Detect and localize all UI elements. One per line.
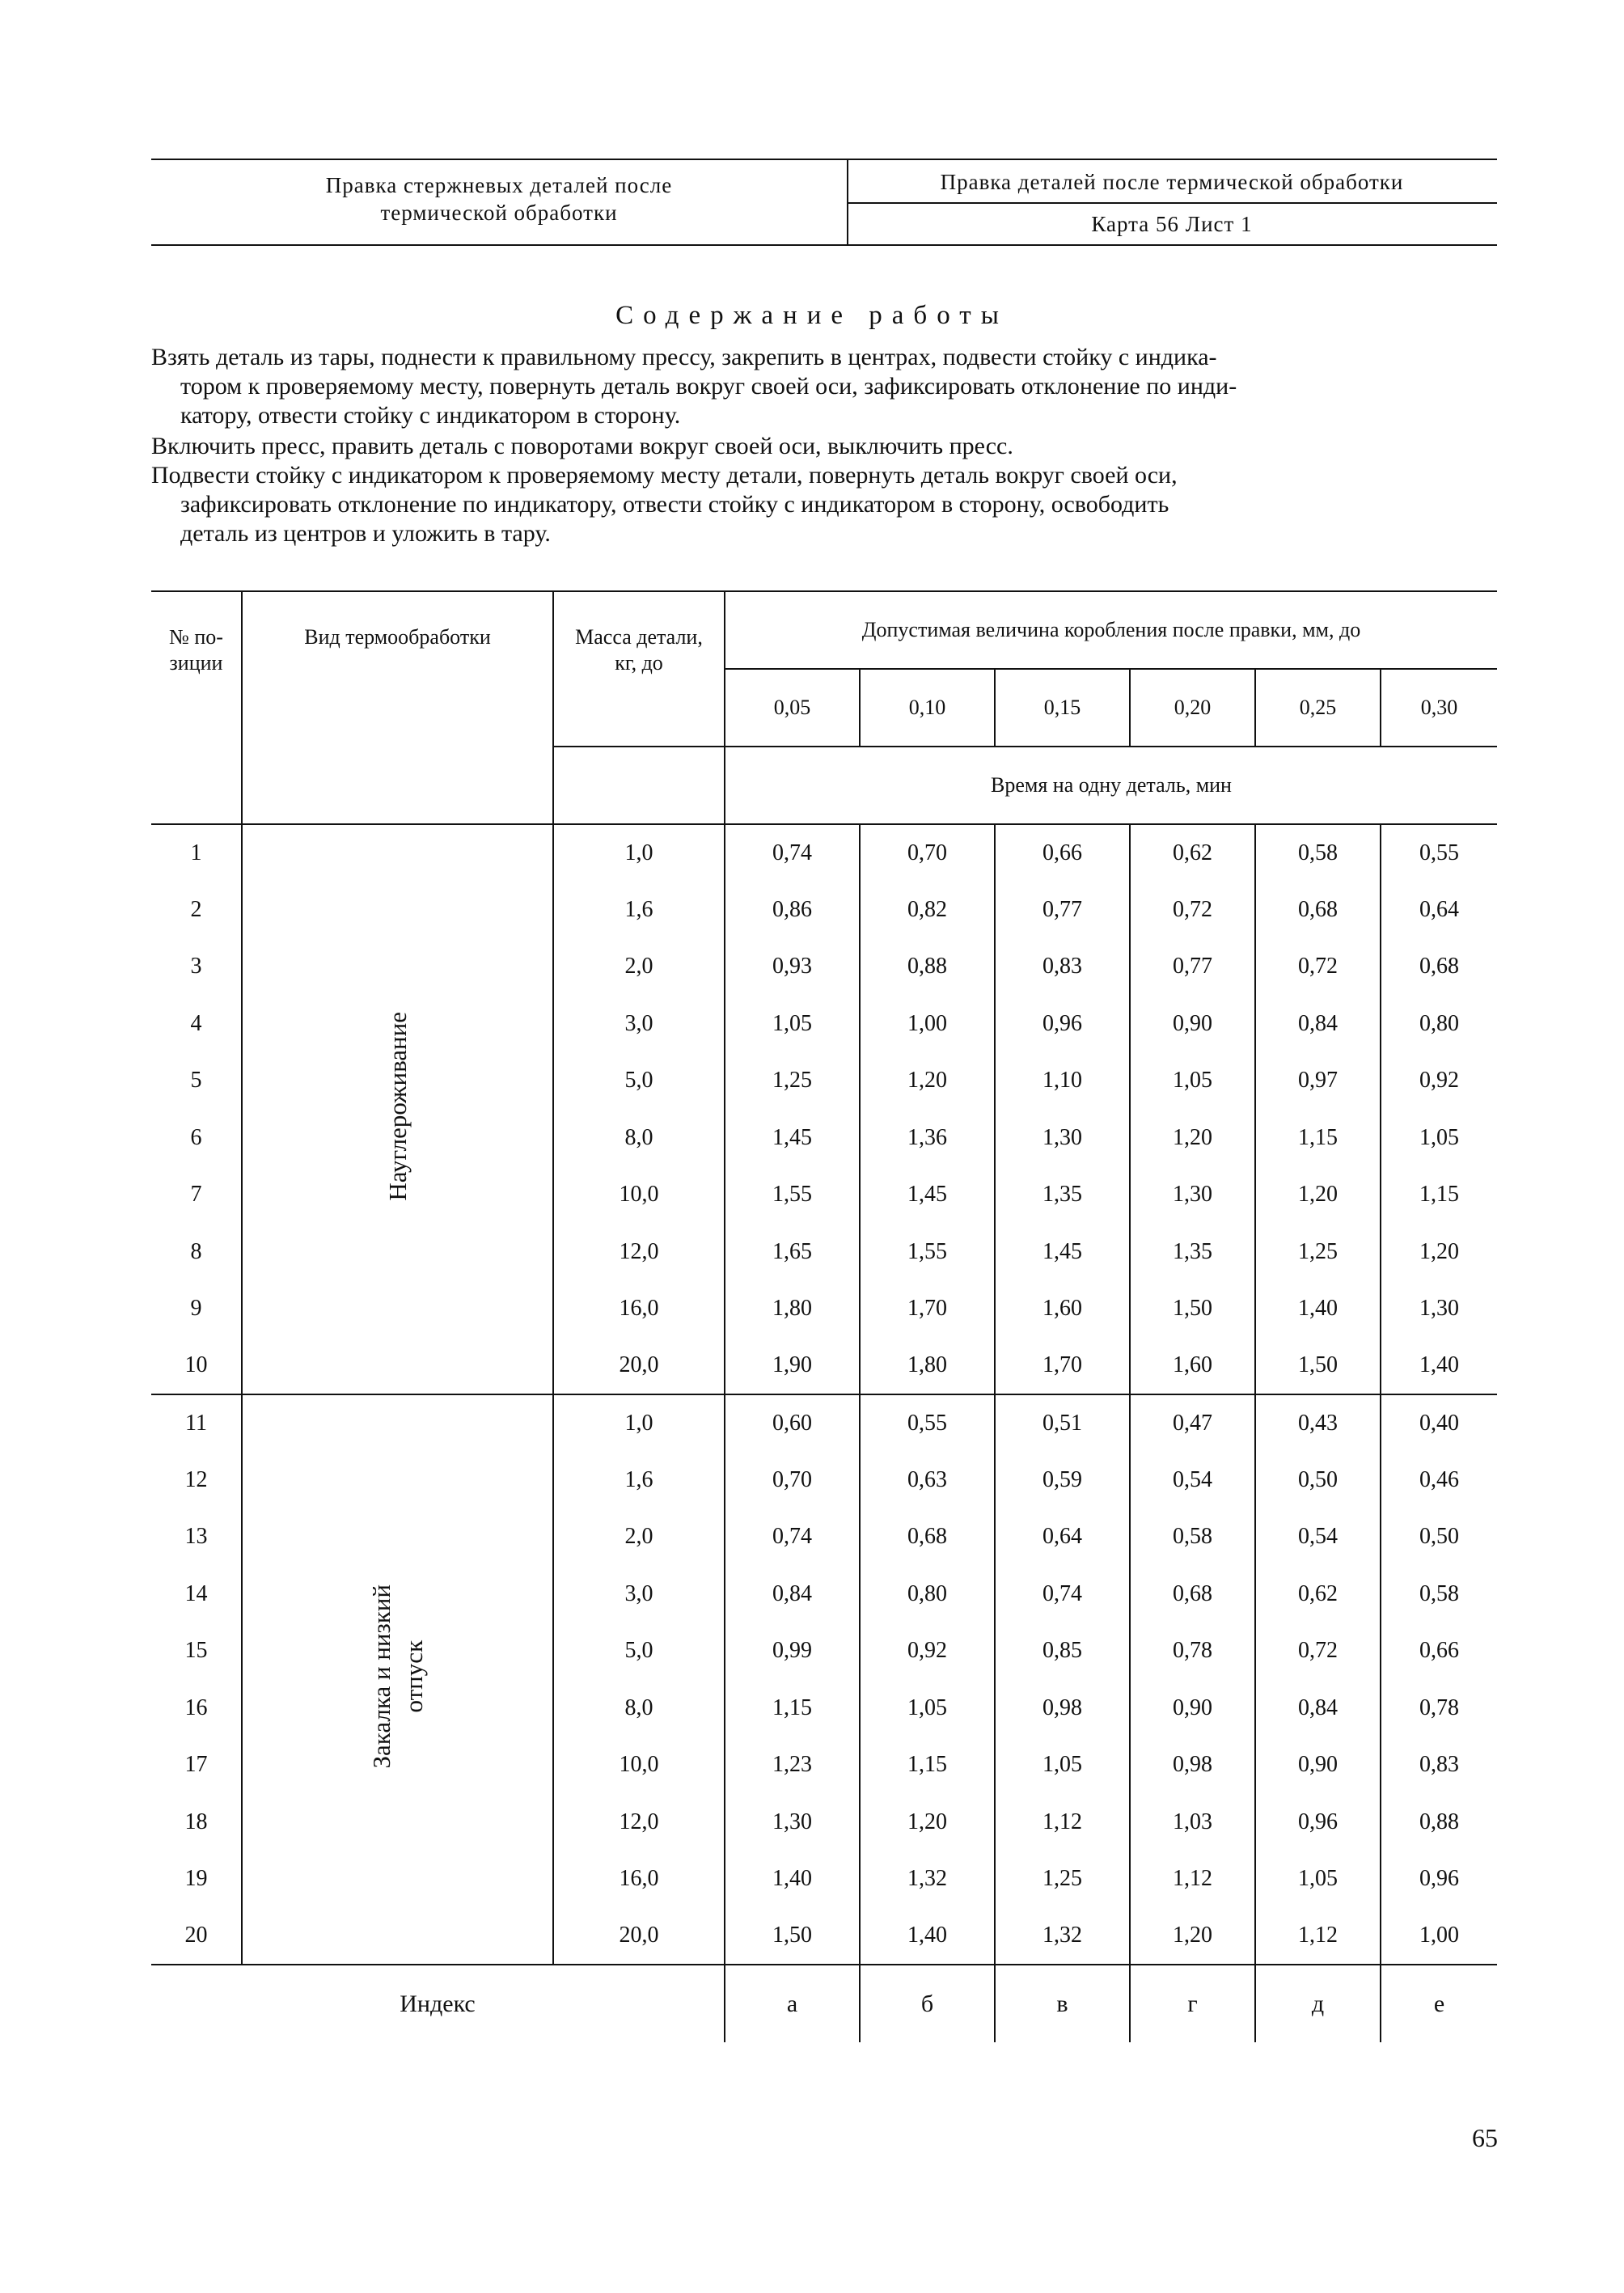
index-row [151, 1965, 1497, 2042]
time-value: 0,74 [725, 824, 860, 882]
time-value: 0,90 [1255, 1737, 1381, 1794]
time-value: 0,84 [1255, 1680, 1381, 1737]
time-value: 0,55 [860, 1394, 995, 1452]
position-number: 12 [184, 1466, 208, 1492]
position-number: 11 [185, 1410, 207, 1436]
time-value: 0,68 [1381, 938, 1497, 996]
time-value: 0,62 [1255, 1566, 1381, 1623]
position-number: 16 [184, 1694, 208, 1720]
index-value: б [860, 1965, 995, 2042]
time-value: 1,20 [1381, 1224, 1497, 1281]
header-left [151, 171, 847, 226]
position-number: 17 [184, 1752, 208, 1778]
time-value: 0,74 [725, 1508, 860, 1566]
column-header-mass [553, 591, 725, 747]
time-value: 0,50 [1381, 1508, 1497, 1566]
time-value: 1,50 [1255, 1338, 1381, 1395]
time-value: 1,20 [860, 1052, 995, 1110]
time-value: 0,59 [995, 1452, 1130, 1509]
mass-header-blank [553, 747, 725, 824]
time-value: 0,62 [1130, 824, 1255, 882]
paragraph-3-line3: деталь из центров и уложить в тару. [180, 520, 551, 547]
time-value: 1,15 [860, 1737, 995, 1794]
time-value: 0,68 [860, 1508, 995, 1566]
table-row [151, 824, 1497, 882]
time-value: 0,66 [995, 824, 1130, 882]
treatment-type-line1: Науглероживание [383, 1011, 412, 1201]
time-value: 1,65 [725, 1224, 860, 1281]
treatment-type [242, 824, 553, 1394]
position-number: 1 [190, 840, 202, 865]
page-number: 65 [1472, 2123, 1498, 2152]
time-value: 0,58 [1381, 1566, 1497, 1623]
time-value: 0,90 [1130, 996, 1255, 1053]
paragraph-3 [151, 461, 1497, 548]
index-value: е [1381, 1965, 1497, 2042]
time-value: 1,45 [860, 1166, 995, 1224]
time-value: 1,50 [1130, 1280, 1255, 1338]
time-value: 0,96 [995, 996, 1130, 1053]
time-value: 1,32 [995, 1908, 1130, 1965]
time-value: 0,54 [1255, 1508, 1381, 1566]
time-value: 1,20 [1130, 1908, 1255, 1965]
time-value: 0,90 [1130, 1680, 1255, 1737]
time-value: 1,55 [860, 1224, 995, 1281]
time-value: 1,05 [1130, 1052, 1255, 1110]
time-value: 0,88 [1381, 1794, 1497, 1851]
time-value: 0,85 [995, 1622, 1130, 1680]
position-number: 3 [190, 954, 202, 979]
time-value: 0,46 [1381, 1452, 1497, 1509]
index-value: в [995, 1965, 1130, 2042]
time-value: 1,20 [1130, 1110, 1255, 1167]
time-value: 0,80 [1381, 996, 1497, 1053]
time-value: 0,63 [860, 1452, 995, 1509]
time-value: 1,40 [1255, 1280, 1381, 1338]
time-value: 0,72 [1130, 882, 1255, 939]
column-header-position [151, 591, 242, 824]
time-value: 0,68 [1130, 1566, 1255, 1623]
time-value: 0,88 [860, 938, 995, 996]
paragraph-3-line2: зафиксировать отклонение по индикатору, отвести стойку с индикатором в сторону, освободить [180, 491, 1169, 518]
time-value: 1,55 [725, 1166, 860, 1224]
time-value: 1,30 [1381, 1280, 1497, 1338]
time-value: 0,99 [725, 1622, 860, 1680]
position-number: 7 [190, 1182, 202, 1208]
time-value: 1,35 [1130, 1224, 1255, 1281]
time-value: 1,12 [1255, 1908, 1381, 1965]
part-mass: 2,0 [553, 1508, 725, 1566]
time-value: 0,77 [1130, 938, 1255, 996]
time-value: 0,72 [1255, 938, 1381, 996]
time-value: 0,47 [1130, 1394, 1255, 1452]
time-value: 0,64 [1381, 882, 1497, 939]
time-norms-table [151, 590, 1497, 2042]
time-value: 1,15 [1255, 1110, 1381, 1167]
time-value: 1,25 [1255, 1224, 1381, 1281]
time-value: 1,30 [995, 1110, 1130, 1167]
time-value: 0,97 [1255, 1052, 1381, 1110]
part-mass: 16,0 [553, 1851, 725, 1908]
part-mass: 1,0 [553, 1394, 725, 1452]
time-value: 1,15 [1381, 1166, 1497, 1224]
time-value: 1,20 [1255, 1166, 1381, 1224]
index-label: Индекс [400, 1990, 476, 2017]
part-mass: 12,0 [553, 1224, 725, 1281]
time-value: 1,05 [995, 1737, 1130, 1794]
time-value: 0,83 [1381, 1737, 1497, 1794]
warp-value-header: 0,20 [1130, 669, 1255, 747]
time-value: 0,83 [995, 938, 1130, 996]
part-mass: 3,0 [553, 1566, 725, 1623]
time-value: 1,00 [860, 996, 995, 1053]
part-mass: 5,0 [553, 1622, 725, 1680]
time-value: 0,84 [1255, 996, 1381, 1053]
part-mass: 20,0 [553, 1908, 725, 1965]
position-number: 19 [184, 1866, 208, 1892]
index-value: г [1130, 1965, 1255, 2042]
time-value: 0,70 [725, 1452, 860, 1509]
time-value: 1,35 [995, 1166, 1130, 1224]
paragraph-1-line2: тором к проверяемому месту, повернуть деталь вокруг своей оси, зафиксировать отклонение по инди- [180, 373, 1237, 400]
part-mass: 5,0 [553, 1052, 725, 1110]
time-value: 1,20 [860, 1794, 995, 1851]
position-number: 9 [190, 1296, 202, 1322]
time-value: 1,05 [860, 1680, 995, 1737]
treatment-type-line2: отпуск [399, 1639, 428, 1713]
time-value: 1,15 [725, 1680, 860, 1737]
paragraph-2-line1: Включить пресс, править деталь с поворотами вокруг своей оси, выключить пресс. [151, 433, 1013, 459]
column-header-position-l1: № по- [169, 625, 223, 649]
treatment-type [242, 1394, 553, 1965]
time-value: 1,80 [860, 1338, 995, 1395]
part-mass: 1,6 [553, 882, 725, 939]
time-value: 0,72 [1255, 1622, 1381, 1680]
part-mass: 8,0 [553, 1110, 725, 1167]
time-value: 0,58 [1255, 824, 1381, 882]
time-value: 1,90 [725, 1338, 860, 1395]
part-mass: 1,6 [553, 1452, 725, 1509]
part-mass: 10,0 [553, 1166, 725, 1224]
time-value: 1,25 [725, 1052, 860, 1110]
position-number: 8 [190, 1238, 202, 1264]
warp-value-header: 0,05 [725, 669, 860, 747]
treatment-type-line1: Закалка и низкий [366, 1584, 395, 1769]
time-value: 0,43 [1255, 1394, 1381, 1452]
time-value: 0,98 [1130, 1737, 1255, 1794]
time-value: 1,45 [725, 1110, 860, 1167]
paragraph-2 [151, 432, 1497, 461]
time-value: 0,66 [1381, 1622, 1497, 1680]
warp-value-header: 0,25 [1255, 669, 1381, 747]
position-number: 2 [190, 896, 202, 922]
time-value: 1,60 [1130, 1338, 1255, 1395]
time-value: 1,40 [860, 1908, 995, 1965]
time-value: 1,70 [860, 1280, 995, 1338]
time-value: 0,51 [995, 1394, 1130, 1452]
part-mass: 10,0 [553, 1737, 725, 1794]
time-value: 1,30 [725, 1794, 860, 1851]
warp-value-header: 0,15 [995, 669, 1130, 747]
time-value: 1,12 [995, 1794, 1130, 1851]
time-value: 0,92 [860, 1622, 995, 1680]
time-value: 0,40 [1381, 1394, 1497, 1452]
time-value: 1,36 [860, 1110, 995, 1167]
time-value: 1,10 [995, 1052, 1130, 1110]
time-value: 1,40 [725, 1851, 860, 1908]
paragraph-1-line1: Взять деталь из тары, поднести к правильному прессу, закрепить в центрах, подвести стойку с индика- [151, 344, 1217, 370]
time-value: 1,05 [1381, 1110, 1497, 1167]
time-value: 1,00 [1381, 1908, 1497, 1965]
time-value: 0,92 [1381, 1052, 1497, 1110]
time-value: 0,70 [860, 824, 995, 882]
work-content-title: Содержание работы [615, 301, 1009, 330]
time-value: 0,68 [1255, 882, 1381, 939]
time-value: 1,05 [1255, 1851, 1381, 1908]
part-mass: 16,0 [553, 1280, 725, 1338]
position-number: 6 [190, 1124, 202, 1150]
time-value: 1,80 [725, 1280, 860, 1338]
time-value: 1,40 [1381, 1338, 1497, 1395]
part-mass: 2,0 [553, 938, 725, 996]
time-value: 0,78 [1381, 1680, 1497, 1737]
column-header-treatment: Вид термообработки [242, 591, 553, 824]
position-number: 14 [184, 1580, 208, 1606]
time-value: 1,60 [995, 1280, 1130, 1338]
column-header-mass-l1: Масса детали, [575, 625, 703, 649]
time-value: 0,64 [995, 1508, 1130, 1566]
position-number: 10 [184, 1352, 208, 1378]
time-per-part-label: Время на одну деталь, мин [725, 747, 1497, 824]
time-value: 0,96 [1255, 1794, 1381, 1851]
index-value: а [725, 1965, 860, 2042]
time-value: 0,98 [995, 1680, 1130, 1737]
header-left-line2: термической обработки [380, 201, 618, 225]
part-mass: 8,0 [553, 1680, 725, 1737]
time-value: 1,32 [860, 1851, 995, 1908]
time-value: 1,23 [725, 1737, 860, 1794]
time-value: 1,30 [1130, 1166, 1255, 1224]
time-value: 0,82 [860, 882, 995, 939]
column-header-warp: Допустимая величина коробления после правки, мм, до [725, 591, 1497, 669]
paragraph-1-line3: катору, отвести стойку с индикатором в сторону. [180, 402, 681, 429]
header-left-line1: Правка стержневых деталей после [325, 173, 673, 197]
header-right-top: Правка деталей после термической обработки [940, 170, 1404, 194]
time-value: 0,60 [725, 1394, 860, 1452]
time-value: 0,58 [1130, 1508, 1255, 1566]
time-value: 0,86 [725, 882, 860, 939]
position-number: 18 [184, 1809, 208, 1834]
column-header-position-l2: зиции [169, 651, 223, 675]
time-value: 0,54 [1130, 1452, 1255, 1509]
position-number: 15 [184, 1638, 208, 1664]
time-value: 0,84 [725, 1566, 860, 1623]
time-value: 1,12 [1130, 1851, 1255, 1908]
time-value: 0,55 [1381, 824, 1497, 882]
time-value: 1,25 [995, 1851, 1130, 1908]
time-value: 1,03 [1130, 1794, 1255, 1851]
time-value: 0,50 [1255, 1452, 1381, 1509]
position-number: 4 [190, 1010, 202, 1036]
time-value: 1,70 [995, 1338, 1130, 1395]
time-value: 0,77 [995, 882, 1130, 939]
time-value: 1,45 [995, 1224, 1130, 1281]
time-value: 0,80 [860, 1566, 995, 1623]
time-value: 1,05 [725, 996, 860, 1053]
warp-value-header: 0,30 [1381, 669, 1497, 747]
time-value: 0,93 [725, 938, 860, 996]
part-mass: 3,0 [553, 996, 725, 1053]
time-value: 1,50 [725, 1908, 860, 1965]
index-value: д [1255, 1965, 1381, 2042]
part-mass: 20,0 [553, 1338, 725, 1395]
time-value: 0,96 [1381, 1851, 1497, 1908]
card-header [151, 159, 1497, 246]
paragraph-3-line1: Подвести стойку с индикатором к проверяемому месту детали, повернуть деталь вокруг своей оси, [151, 462, 1178, 489]
column-header-mass-l2: кг, до [615, 651, 663, 675]
position-number: 20 [184, 1923, 208, 1948]
warp-value-header: 0,10 [860, 669, 995, 747]
paragraph-1 [151, 343, 1497, 430]
table-row [151, 1394, 1497, 1452]
position-number: 13 [184, 1524, 208, 1550]
time-value: 0,74 [995, 1566, 1130, 1623]
header-right-bottom: Карта 56 Лист 1 [1091, 212, 1253, 236]
time-value: 0,78 [1130, 1622, 1255, 1680]
part-mass: 1,0 [553, 824, 725, 882]
position-number: 5 [190, 1068, 202, 1094]
part-mass: 12,0 [553, 1794, 725, 1851]
